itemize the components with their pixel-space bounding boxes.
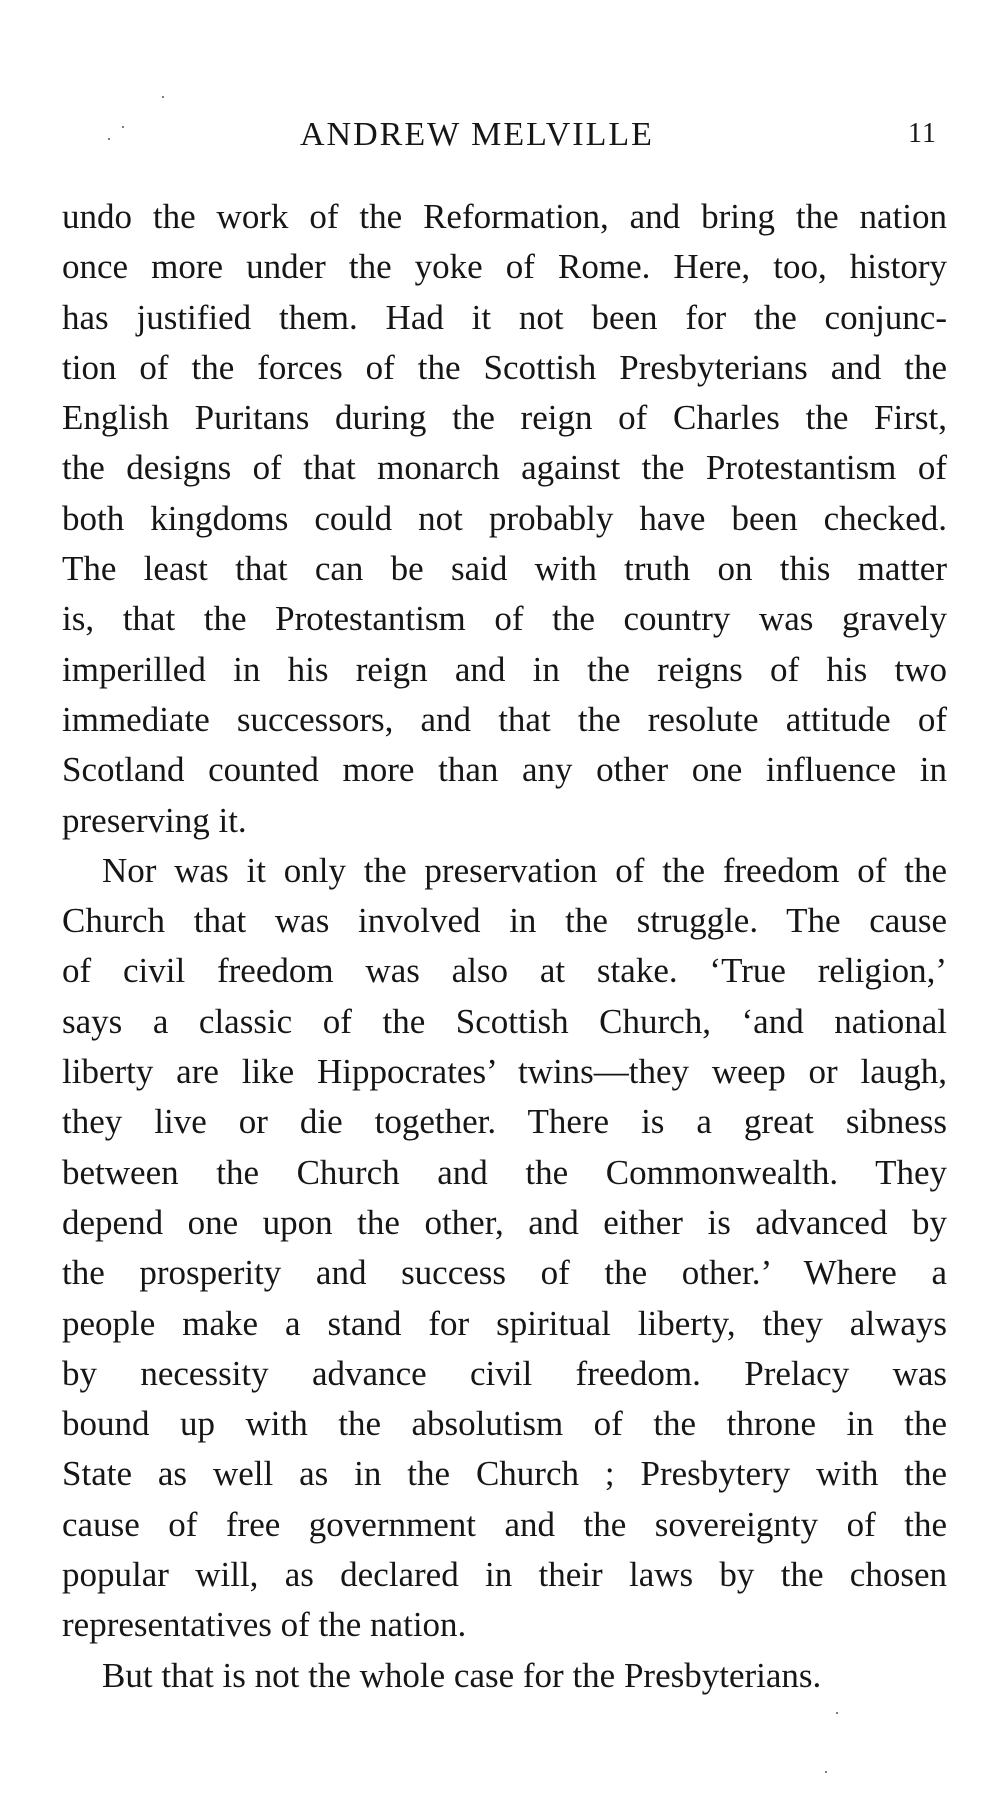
- text-line: English Puritans during the reign of Charles the First,: [62, 398, 947, 438]
- text-line: cause of free government and the sovereignty of the: [62, 1504, 947, 1544]
- paragraph-start-line: Nor was it only the preservation of the freedom of the: [102, 850, 947, 890]
- text-line: says a classic of the Scottish Church, ‘and national: [62, 1001, 947, 1041]
- scan-speck: [825, 1771, 827, 1773]
- scan-speck: [108, 138, 110, 140]
- text-line: of civil freedom was also at stake. ‘True religion,’: [62, 951, 947, 991]
- text-line: liberty are like Hippocrates’ twins—they weep or laugh,: [62, 1052, 947, 1092]
- text-line: by necessity advance civil freedom. Prelacy was: [62, 1353, 947, 1393]
- text-line: immediate successors, and that the resolute attitude of: [62, 699, 947, 739]
- text-line: people make a stand for spiritual liberty, they always: [62, 1303, 947, 1343]
- text-line: Church that was involved in the struggle. The cause: [62, 901, 947, 941]
- text-line: tion of the forces of the Scottish Presbyterians and the: [62, 347, 947, 387]
- text-line: depend one upon the other, and either is advanced by: [62, 1202, 947, 1242]
- text-line: imperilled in his reign and in the reigns of his two: [62, 649, 947, 689]
- text-line: has justified them. Had it not been for the conjunc-: [62, 297, 947, 337]
- text-line: both kingdoms could not probably have been checked.: [62, 498, 947, 538]
- paragraph-end-line: representatives of the nation.: [62, 1605, 467, 1645]
- text-line: bound up with the absolutism of the throne in the: [62, 1404, 947, 1444]
- text-line: is, that the Protestantism of the country was gravely: [62, 599, 947, 639]
- text-line: State as well as in the Church ; Presbytery with the: [62, 1454, 947, 1494]
- text-line: once more under the yoke of Rome. Here, too, history: [62, 247, 947, 287]
- text-line: Scotland counted more than any other one influence in: [62, 750, 947, 790]
- running-head: ANDREW MELVILLE: [300, 116, 654, 153]
- body-text: [62, 192, 947, 1701]
- text-line: between the Church and the Commonwealth. They: [62, 1152, 947, 1192]
- page-number: 11: [908, 118, 937, 149]
- scan-speck: [162, 96, 164, 98]
- scan-speck: [836, 1712, 838, 1714]
- scan-speck: [122, 126, 124, 128]
- text-line: undo the work of the Reformation, and bring the nation: [62, 197, 947, 236]
- text-line: the designs of that monarch against the Protestantism of: [62, 448, 947, 488]
- text-line: The least that can be said with truth on this matter: [62, 549, 947, 589]
- paragraph-end-line: preserving it.: [62, 800, 247, 840]
- text-line: popular will, as declared in their laws by the chosen: [62, 1555, 947, 1595]
- paragraph-start-line: But that is not the whole case for the Presbyterians.: [102, 1655, 822, 1695]
- text-line: the prosperity and success of the other.’ Where a: [62, 1253, 947, 1293]
- text-line: they live or die together. There is a great sibness: [62, 1102, 947, 1142]
